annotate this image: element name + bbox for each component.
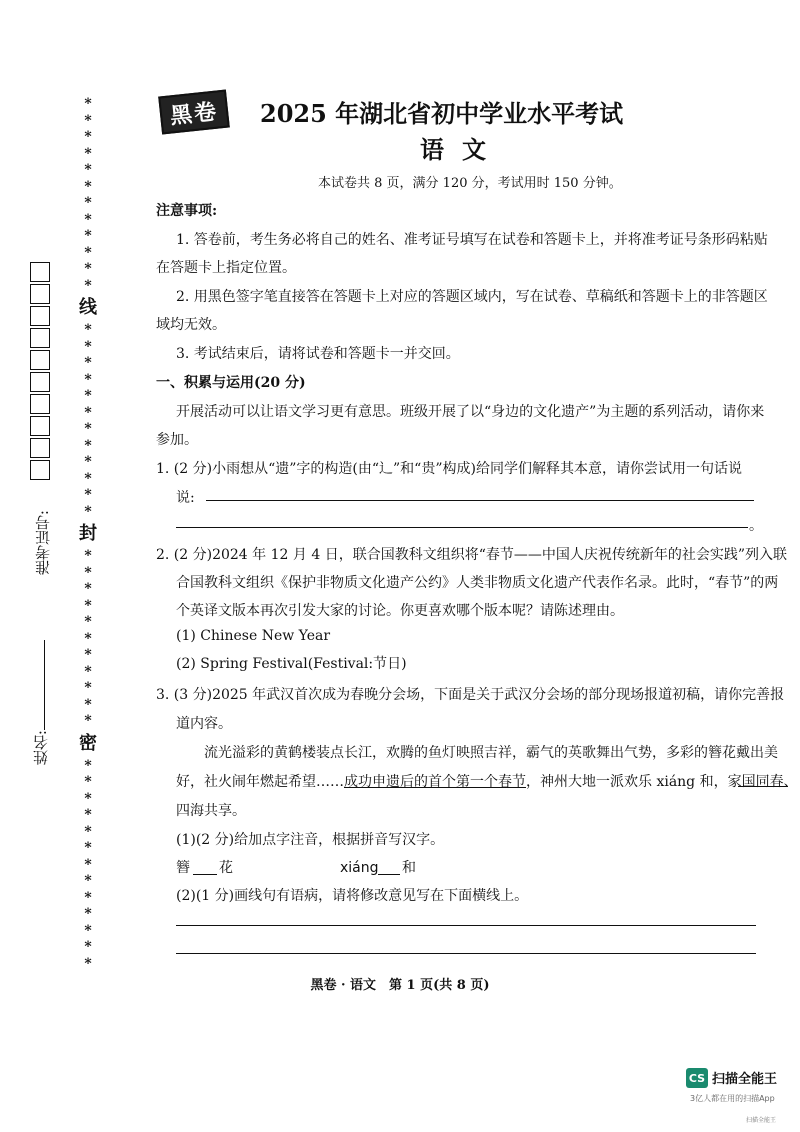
q3-sub1: (1)(2 分)给加点字注音，根据拼音写汉字。: [176, 832, 445, 848]
exam-title: 2025 年湖北省初中学业水平考试: [260, 99, 624, 128]
q2-line2: 合国教科文组织《保护非物质文化遗产公约》人类非物质文化遗产代表作名录。此时，“春节”的两: [176, 575, 779, 591]
q1-line2: 说:: [176, 490, 195, 506]
binding-line: * * * * * * * * * * * * 线 * * * * * * * * * * * * 封 * * * * * * * * * * * 密 * * * * * * * * * * * * *: [79, 96, 97, 972]
q3-sub2: (2)(1 分)画线句有语病，请将修改意见写在下面横线上。: [176, 888, 529, 904]
q3-underlined-sentence: 成功申遗后的首个第一个春节: [344, 774, 526, 790]
q3-pinyin-blank[interactable]: [193, 874, 217, 875]
q3-passage-line1: 流光溢彩的黄鹤楼装点长江，欢腾的鱼灯映照吉祥，霸气的英歌舞出气势，多彩的簪花戴出美: [204, 745, 778, 761]
q2-option1: (1) Chinese New Year: [176, 628, 331, 644]
q3-passage-line2: [176, 768, 798, 796]
q1-line1: 1. (2 分)小雨想从“遗”字的构造(由“辶”和“贵”构成)给同学们解释其本意，请你尝试用一句话说: [156, 461, 742, 477]
section1-heading: 一、积累与运用(20 分): [156, 375, 306, 391]
section1-intro-line1: 开展活动可以让语文学习更有意思。班级开展了以“身边的文化遗产”为主题的系列活动，请你来: [176, 404, 765, 420]
scanner-logo: CS: [686, 1068, 708, 1088]
notice-item1-line1: 1. 答卷前，考生务必将自己的姓名、准考证号填写在试卷和答题卡上，并将准考证号条形码粘贴: [176, 232, 768, 248]
section1-intro-line2: 参加。: [156, 432, 198, 448]
q2-line3: 个英译文版本再次引发大家的讨论。你更喜欢哪个版本呢？请陈述理由。: [176, 603, 624, 619]
q3-line2: 道内容。: [176, 716, 232, 732]
binding-word-secret: 密: [79, 732, 97, 754]
q3-sub1-char: 簪: [176, 860, 190, 876]
brand-logo: 黑卷: [158, 90, 230, 135]
scanner-tagline: 3亿人都在用的扫描App: [690, 1094, 775, 1103]
q3-answer-line-1[interactable]: [176, 925, 756, 926]
q3-answer-line-2[interactable]: [176, 953, 756, 954]
notice-item2-line1: 2. 用黑色签字笔直接答在答题卡上对应的答题区域内，写在试卷、草稿纸和答题卡上的非答题区: [176, 289, 768, 305]
binding-word-line: 线: [79, 297, 97, 318]
q1-answer-line-2[interactable]: [176, 527, 748, 528]
notice-item2-line2: 域均无效。: [156, 317, 226, 333]
page-footer: 黑卷 · 语文 第 1 页(共 8 页): [310, 978, 490, 993]
exam-info: 本试卷共 8 页，满分 120 分，考试用时 150 分钟。: [318, 176, 622, 191]
notice-item1-line2: 在答题卡上指定位置。: [156, 260, 296, 276]
margin-mark-line: [738, 786, 788, 787]
notice-item3: 3. 考试结束后，请将试卷和答题卡一并交回。: [176, 346, 460, 362]
scanner-tiny-mark: 扫描全能王: [746, 1117, 777, 1124]
binding-word-seal: 封: [79, 523, 97, 544]
exam-id-label: 准考证号:: [34, 510, 52, 576]
q3-line1: 3. (3 分)2025 年武汉首次成为春晚分会场，下面是关于武汉分会场的部分现场报道初稿，请你完善报: [156, 687, 785, 703]
q3-passage-line3: 四海共享。: [176, 803, 246, 819]
q2-line1: 2. (2 分)2024 年 12 月 4 日，联合国教科文组织将“春节——中国人庆祝传统新年的社会实践”列入联: [156, 547, 788, 563]
q1-end-mark: 。: [749, 518, 763, 534]
name-field[interactable]: [44, 640, 45, 730]
q3-sub1-blank1-char: 花: [219, 860, 233, 876]
q3-hanzi-blank[interactable]: [378, 874, 400, 875]
q2-option2: (2) Spring Festival(Festival:节日): [176, 656, 407, 672]
notice-heading: 注意事项:: [156, 203, 218, 219]
name-label: 姓名:: [32, 730, 50, 766]
q3-passage-line2-end: ，神州大地一派欢乐 xiáng 和，家国同春、: [526, 774, 798, 790]
q1-answer-line-1[interactable]: [206, 500, 754, 501]
q3-sub1-blank2-char: 和: [402, 860, 416, 876]
exam-id-boxes[interactable]: [30, 262, 50, 480]
q3-passage-line2-start: 好，社火闹年燃起希望……: [176, 774, 344, 790]
subject-title: 语文: [420, 135, 504, 164]
q3-sub1-pinyin: xiáng: [340, 860, 379, 876]
scanner-name: 扫描全能王: [712, 1072, 778, 1087]
